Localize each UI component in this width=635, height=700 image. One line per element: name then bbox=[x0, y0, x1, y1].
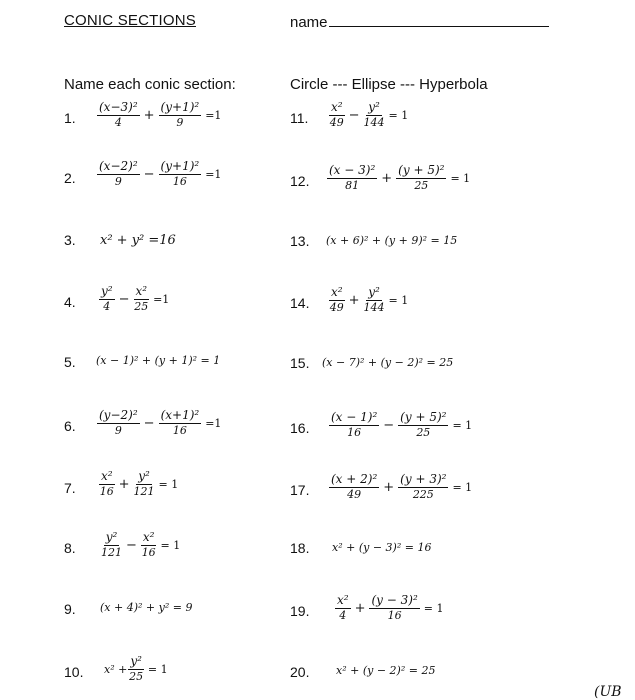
problem-7-equation: $\frac{\text{x²}}{16}$ + $\frac{\text{y²}}{121}$ = 1 bbox=[99, 469, 179, 498]
problem-15-equation: (x − 7)² + (y − 2)² = 25 bbox=[322, 356, 454, 369]
name-field bbox=[290, 12, 549, 31]
problem-number: 1. bbox=[64, 110, 76, 126]
problem-number: 15. bbox=[290, 355, 310, 371]
name-blank-line bbox=[329, 12, 549, 27]
problem-number: 20. bbox=[290, 664, 310, 680]
problem-3-equation: x² + y² =16 bbox=[100, 233, 176, 248]
problem-number: 18. bbox=[290, 540, 310, 556]
problem-4-equation: $\frac{\text{y²}}{4}$ − $\frac{\text{x²}}{25}$ =1 bbox=[101, 284, 170, 313]
problem-5-equation: (x − 1)² + (y + 1)² = 1 bbox=[96, 354, 221, 367]
problem-number: 17. bbox=[290, 482, 310, 498]
problem-number: 2. bbox=[64, 170, 76, 186]
name-label: name bbox=[290, 14, 328, 31]
problem-number: 3. bbox=[64, 232, 76, 248]
problem-8-equation: $\frac{\text{y²}}{121}$ − $\frac{\text{x²}}{16}$ = 1 bbox=[101, 530, 181, 559]
problem-16-equation: $\frac{\text{(x − 1)²}}{16}$ − $\frac{\text{(y + 5)²}}{25}$ = 1 bbox=[331, 410, 473, 439]
problem-12-equation: $\frac{\text{(x − 3)²}}{81}$ + $\frac{\text{(y + 5)²}}{25}$ = 1 bbox=[329, 163, 471, 192]
problem-11-equation: $\frac{\text{x²}}{49}$ − $\frac{\text{y²}}{144}$ = 1 bbox=[329, 100, 409, 129]
answer-choices: Circle --- Ellipse --- Hyperbola bbox=[290, 76, 488, 93]
instructions: Name each conic section: bbox=[64, 76, 236, 93]
problem-number: 9. bbox=[64, 601, 76, 617]
page-title: CONIC SECTIONS bbox=[64, 12, 196, 29]
problem-number: 7. bbox=[64, 480, 76, 496]
problem-number: 8. bbox=[64, 540, 76, 556]
problem-1-equation: $\frac{\text{(x−3)²}}{4}$ + $\frac{\text{(y+1)²}}{9}$ =1 bbox=[99, 100, 222, 129]
problem-19-equation: $\frac{\text{x²}}{4}$ + $\frac{\text{(y − 3)²}}{16}$ = 1 bbox=[337, 593, 444, 622]
problem-number: 5. bbox=[64, 354, 76, 370]
problem-number: 14. bbox=[290, 295, 310, 311]
problem-number: 10. bbox=[64, 664, 84, 680]
problem-14-equation: $\frac{\text{x²}}{49}$ + $\frac{\text{y²}}{144}$ = 1 bbox=[329, 285, 409, 314]
problem-number: 4. bbox=[64, 294, 76, 310]
problem-17-equation: $\frac{\text{(x + 2)²}}{49}$ + $\frac{\text{(y + 3)²}}{225}$ = 1 bbox=[331, 472, 473, 501]
problem-number: 19. bbox=[290, 603, 310, 619]
problem-number: 11. bbox=[290, 110, 309, 126]
problem-number: 6. bbox=[64, 418, 76, 434]
problem-20-equation: x² + (y − 2)² = 25 bbox=[336, 664, 436, 677]
problem-2-equation: $\frac{\text{(x−2)²}}{9}$ − $\frac{\text{(y+1)²}}{16}$ =1 bbox=[99, 159, 222, 188]
problem-10-equation: x² + $\frac{\text{y²}}{25}$ = 1 bbox=[104, 654, 168, 683]
problem-6-equation: $\frac{\text{(y−2)²}}{9}$ − $\frac{\text{(x+1)²}}{16}$ =1 bbox=[99, 408, 222, 437]
handwritten-corner-mark: (UB bbox=[594, 684, 622, 700]
problem-number: 12. bbox=[290, 173, 310, 189]
problem-number: 16. bbox=[290, 420, 310, 436]
problem-13-equation: (x + 6)² + (y + 9)² = 15 bbox=[326, 234, 458, 247]
problem-18-equation: x² + (y − 3)² = 16 bbox=[332, 541, 432, 554]
problem-9-equation: (x + 4)² + y² = 9 bbox=[100, 601, 193, 614]
problem-number: 13. bbox=[290, 233, 310, 249]
